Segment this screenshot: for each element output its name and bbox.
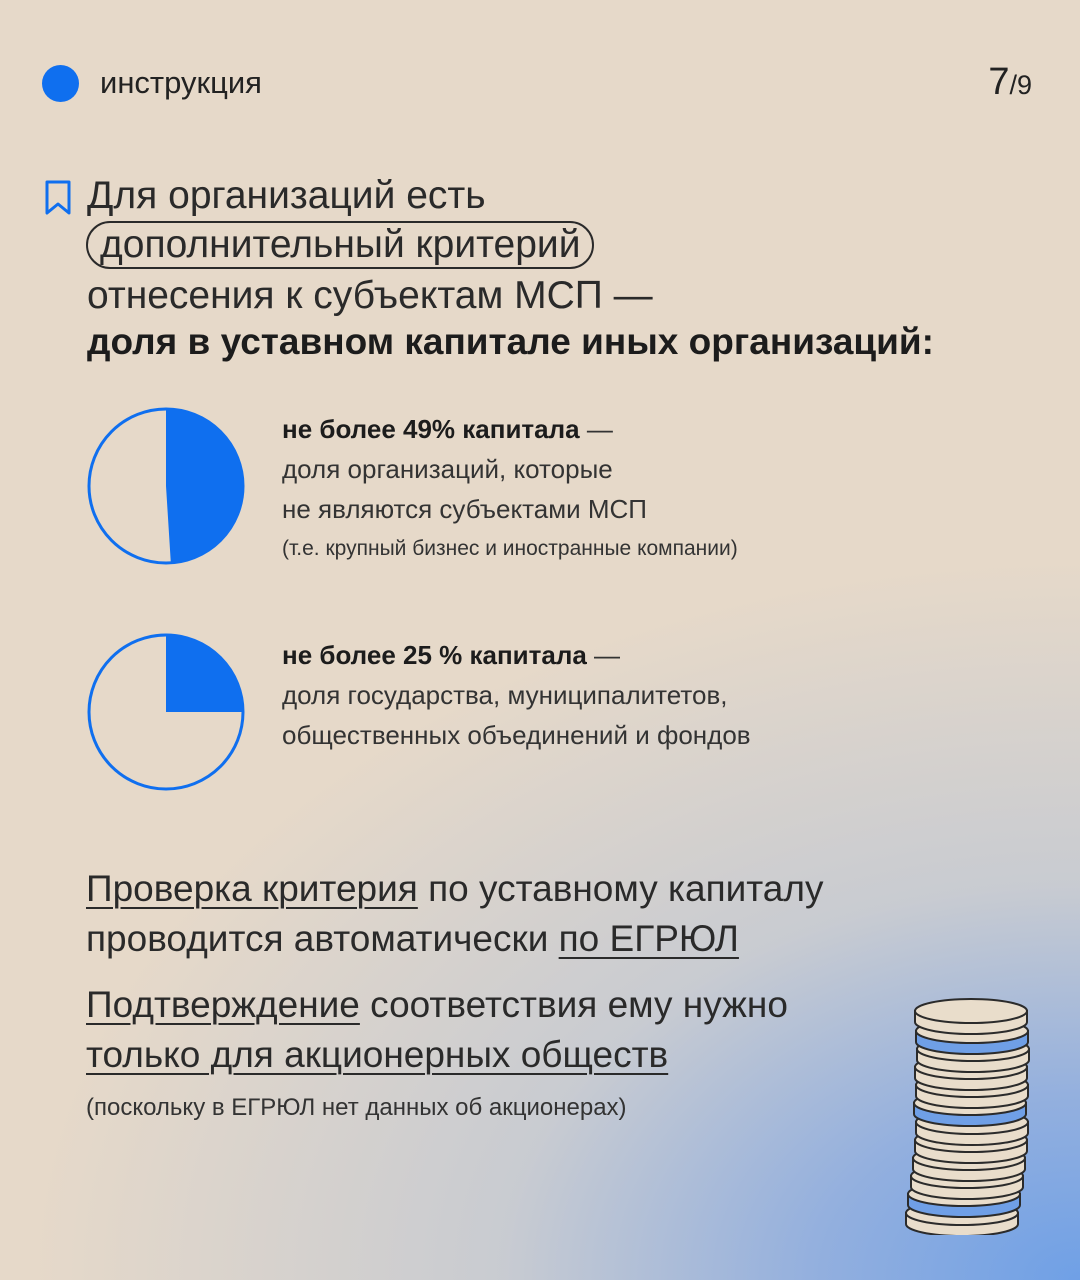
item-bold: не более 25 % капитала xyxy=(282,640,587,670)
page-current: 7 xyxy=(988,61,1010,103)
item-dash: — xyxy=(579,414,613,444)
bottom-line-4 xyxy=(86,1030,668,1080)
bottom-line-3 xyxy=(86,980,788,1030)
item-headline xyxy=(282,635,751,675)
bookmark-icon xyxy=(44,180,72,216)
bottom-note: (поскольку в ЕГРЮЛ нет данных об акционерах) xyxy=(86,1094,627,1121)
link-confirmation[interactable]: Подтверждение xyxy=(86,984,360,1025)
item-dash: — xyxy=(586,640,621,670)
item-line: доля государства, муниципалитетов, xyxy=(282,680,728,710)
item-headline xyxy=(282,409,738,449)
header-label: инструкция xyxy=(100,65,262,100)
headline-line-1: Для организаций есть xyxy=(87,174,486,217)
item-line: не являются субъектами МСП xyxy=(282,494,647,524)
bottom-text: проводится автоматически xyxy=(86,918,559,959)
link-joint-stock[interactable]: только для акционерных обществ xyxy=(86,1034,669,1075)
pie-chart-49-percent xyxy=(86,406,246,566)
item-line: общественных объединений и фондов xyxy=(282,720,751,750)
item-note: (т.е. крупный бизнес и иностранные компании) xyxy=(282,537,738,560)
headline-line-3: отнесения к субъектам МСП — xyxy=(87,274,653,317)
header-dot-icon xyxy=(42,65,79,102)
link-egrul[interactable]: по ЕГРЮЛ xyxy=(558,918,739,959)
bottom-line-2 xyxy=(86,914,739,964)
item-bold: не более 49% капитала xyxy=(282,414,580,444)
bottom-text: соответствия ему нужно xyxy=(359,984,788,1025)
page-counter xyxy=(988,60,1032,112)
item-line: доля организаций, которые xyxy=(282,454,613,484)
headline-boxed-phrase: дополнительный критерий xyxy=(86,221,594,269)
pie-slice-25 xyxy=(166,635,243,712)
coins-stack-icon xyxy=(900,975,1045,1235)
page-total: /9 xyxy=(1009,70,1032,100)
item-25-percent xyxy=(282,635,751,755)
link-check-criterion[interactable]: Проверка критерия xyxy=(86,868,418,909)
headline-bold-line: доля в уставном капитале иных организаций: xyxy=(87,321,934,362)
pie-chart-25-percent xyxy=(86,632,246,792)
item-49-percent xyxy=(282,409,738,569)
bottom-text: по уставному капиталу xyxy=(417,868,824,909)
pie-slice-49 xyxy=(166,409,243,563)
coin xyxy=(915,999,1027,1034)
bottom-line-1 xyxy=(86,864,823,914)
